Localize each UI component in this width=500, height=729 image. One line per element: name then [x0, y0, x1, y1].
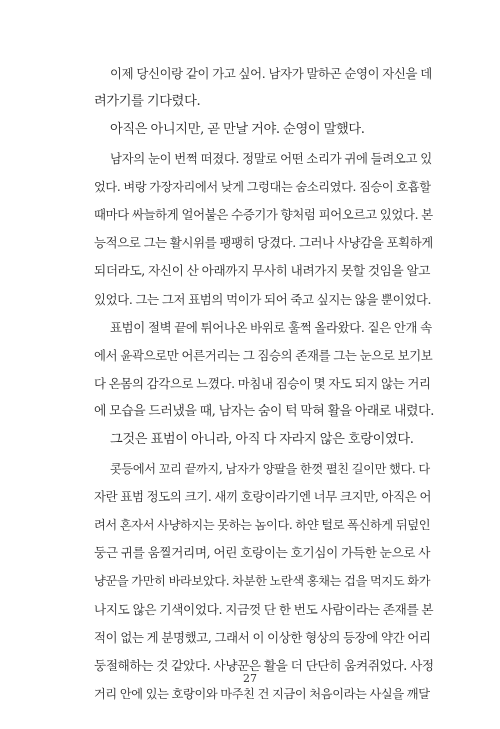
text-line: 있었다. 그는 그저 표범의 먹이가 되어 죽고 싶지는 않을 뿐이었다.: [94, 291, 432, 307]
text-line: 능적으로 그는 활시위를 팽팽히 당겼다. 그러나 사냥감을 포획하게: [94, 235, 433, 251]
text-line: 었다. 벼랑 가장자리에서 낮게 그렁대는 숨소리였다. 짐승이 호흡할: [94, 179, 431, 194]
text-line: 에 모습을 드러냈을 때, 남자는 숨이 턱 막혀 활을 아래로 내렸다.: [94, 404, 434, 420]
text-line: 려서 혼자서 사냥하지는 못하는 놈이다. 하얀 털로 폭신하게 뒤덮인: [94, 518, 431, 532]
page-number: 27: [243, 672, 257, 685]
text-line: 되더라도, 자신이 산 아래까지 무사히 내려가지 못할 것임을 알고: [94, 263, 431, 279]
text-line: 냥꾼을 가만히 바라보았다. 차분한 노란색 홍채는 겁을 먹지도 화가: [94, 574, 431, 589]
text-line: 아직은 아니지만, 곧 만날 거야. 순영이 말했다.: [110, 122, 365, 138]
text-line: 이제 당신이랑 같이 가고 싶어. 남자가 말하곤 순영이 자신을 데: [110, 66, 432, 81]
text-line: 남자의 눈이 번쩍 떠졌다. 정말로 어떤 소리가 귀에 들려오고 있: [110, 150, 432, 166]
text-line: 둥절해하는 것 같았다. 사냥꾼은 활을 더 단단히 움켜쥐었다. 사정: [94, 657, 434, 673]
body-text: [94, 60, 434, 708]
text-line: 려가기를 기다렸다.: [94, 94, 201, 110]
text-line: 때마다 싸늘하게 얼어붙은 수증기가 향처럼 피어오르고 있었다. 본: [94, 206, 433, 222]
text-line: 자란 표범 정도의 크기. 새끼 호랑이라기엔 너무 크지만, 아직은 어: [94, 488, 432, 504]
text-line: 그것은 표범이 아니라, 아직 다 자라지 않은 호랑이였다.: [110, 432, 414, 448]
text-line: 에서 윤곽으로만 어른거리는 그 짐승의 존재를 그는 눈으로 보기보: [94, 347, 433, 363]
text-line: 거리 안에 있는 호랑이와 마주친 건 지금이 처음이라는 사실을 깨달: [94, 687, 430, 702]
text-line: 둥근 귀를 움찔거리며, 어린 호랑이는 호기심이 가득한 눈으로 사: [94, 545, 431, 561]
text-line: 나지도 않은 기색이었다. 지금껏 단 한 번도 사람이라는 존재를 본: [94, 601, 434, 617]
text-line: 다 온몸의 감각으로 느꼈다. 마침내 짐승이 몇 자도 되지 않는 거리: [94, 376, 431, 392]
text-line: 표범이 절벽 끝에 튀어나온 바위로 훌쩍 올라왔다. 짙은 안개 속: [110, 319, 432, 335]
text-line: 적이 없는 게 분명했고, 그래서 이 이상한 형상의 등장에 약간 어리: [94, 629, 431, 645]
text-line: 콧등에서 꼬리 끝까지, 남자가 양팔을 한껏 펼친 길이만 했다. 다: [110, 461, 430, 476]
